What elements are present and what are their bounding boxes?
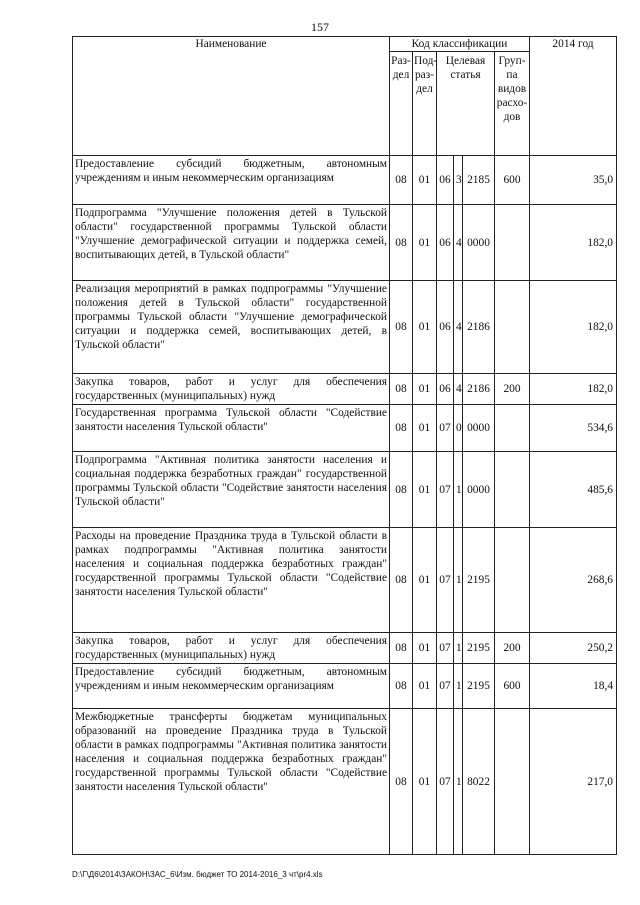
row-target-subprogram: 0 bbox=[454, 405, 463, 452]
row-target-subprogram: 4 bbox=[454, 374, 463, 405]
table-row bbox=[73, 452, 617, 528]
header-code-group: Код классификации bbox=[390, 37, 530, 52]
header-section: Раз- дел bbox=[390, 52, 413, 156]
row-target-direction: 2186 bbox=[463, 374, 495, 405]
header-target: Целевая статья bbox=[437, 52, 495, 156]
header-subsection: Под- раз- дел bbox=[413, 52, 437, 156]
row-amount: 182,0 bbox=[530, 281, 617, 374]
row-subsection: 01 bbox=[413, 633, 437, 664]
row-target-program: 06 bbox=[437, 156, 454, 205]
row-target-direction: 2186 bbox=[463, 281, 495, 374]
row-section: 08 bbox=[390, 528, 413, 633]
row-target-subprogram: 1 bbox=[454, 528, 463, 633]
table-row bbox=[73, 156, 617, 205]
row-expense-group: 200 bbox=[495, 374, 530, 405]
row-name: Государственная программа Тульской области "Содействие занятости населения Тульской области" bbox=[73, 405, 390, 452]
row-section: 08 bbox=[390, 709, 413, 855]
row-target-direction: 8022 bbox=[463, 709, 495, 855]
row-section: 08 bbox=[390, 405, 413, 452]
row-name: Предоставление субсидий бюджетным, автономным учреждениям и иным некоммерческим организациям bbox=[73, 156, 390, 205]
row-name: Закупка товаров, работ и услуг для обеспечения государственных (муниципальных) нужд bbox=[73, 633, 390, 664]
row-name: Закупка товаров, работ и услуг для обеспечения государственных (муниципальных) нужд bbox=[73, 374, 390, 405]
row-target-program: 06 bbox=[437, 205, 454, 281]
row-section: 08 bbox=[390, 664, 413, 709]
row-expense-group bbox=[495, 281, 530, 374]
header-name: Наименование bbox=[73, 37, 390, 156]
row-expense-group bbox=[495, 709, 530, 855]
row-name: Подпрограмма "Активная политика занятости населения и социальная поддержка безработных граждан" государственной программы Тульской области "Содействие занятости населения Тульской области" bbox=[73, 452, 390, 528]
row-expense-group bbox=[495, 205, 530, 281]
row-expense-group bbox=[495, 405, 530, 452]
header-year: 2014 год bbox=[530, 37, 617, 156]
row-name: Расходы на проведение Праздника труда в Тульской области в рамках подпрограммы "Активная политика занятости населения и социальная поддержка безработных граждан" государственной программы Тульской области "Содействие занятости населения Тульской области" bbox=[73, 528, 390, 633]
row-subsection: 01 bbox=[413, 374, 437, 405]
row-target-program: 07 bbox=[437, 405, 454, 452]
table-row bbox=[73, 405, 617, 452]
budget-table bbox=[72, 36, 617, 855]
table-row bbox=[73, 374, 617, 405]
table-row bbox=[73, 664, 617, 709]
row-subsection: 01 bbox=[413, 452, 437, 528]
row-expense-group: 600 bbox=[495, 664, 530, 709]
row-amount: 182,0 bbox=[530, 374, 617, 405]
row-section: 08 bbox=[390, 205, 413, 281]
row-name: Предоставление субсидий бюджетным, автономным учреждениям и иным некоммерческим организациям bbox=[73, 664, 390, 709]
row-target-direction: 2195 bbox=[463, 528, 495, 633]
row-target-direction: 0000 bbox=[463, 452, 495, 528]
row-target-program: 07 bbox=[437, 664, 454, 709]
row-amount: 268,6 bbox=[530, 528, 617, 633]
row-subsection: 01 bbox=[413, 205, 437, 281]
row-target-program: 07 bbox=[437, 528, 454, 633]
row-target-direction: 0000 bbox=[463, 405, 495, 452]
row-target-subprogram: 1 bbox=[454, 709, 463, 855]
row-target-program: 06 bbox=[437, 281, 454, 374]
header-row-1 bbox=[73, 37, 617, 52]
table-body bbox=[73, 156, 617, 855]
row-section: 08 bbox=[390, 156, 413, 205]
row-subsection: 01 bbox=[413, 405, 437, 452]
row-subsection: 01 bbox=[413, 281, 437, 374]
page-number: 157 bbox=[311, 20, 329, 34]
row-amount: 534,6 bbox=[530, 405, 617, 452]
row-target-direction: 2195 bbox=[463, 633, 495, 664]
table-row bbox=[73, 633, 617, 664]
row-target-direction: 2195 bbox=[463, 664, 495, 709]
row-target-program: 07 bbox=[437, 633, 454, 664]
row-section: 08 bbox=[390, 633, 413, 664]
table-row bbox=[73, 528, 617, 633]
table-row bbox=[73, 709, 617, 855]
row-name: Реализация мероприятий в рамках подпрограммы "Улучшение положения детей в Тульской области" государственной программы Тульской области "Улучшение демографической ситуации и поддержка семей, воспитывающих детей, в Тульской области" bbox=[73, 281, 390, 374]
file-path-footer: D:\Г\Д6\2014\ЗАКОН\ЗАС_6\Изм. бюджет ТО 2014-2016_3 чт\pr4.xls bbox=[72, 870, 323, 879]
row-amount: 182,0 bbox=[530, 205, 617, 281]
row-amount: 35,0 bbox=[530, 156, 617, 205]
row-section: 08 bbox=[390, 452, 413, 528]
row-name: Межбюджетные трансферты бюджетам муниципальных образований на проведение Праздника труда в Тульской области в рамках подпрограммы "Активная политика занятости населения и социальная поддержка безработных граждан" государственной программы Тульской области "Содействие занятости населения Тульской области" bbox=[73, 709, 390, 855]
table-row bbox=[73, 205, 617, 281]
row-target-subprogram: 4 bbox=[454, 281, 463, 374]
row-subsection: 01 bbox=[413, 156, 437, 205]
row-expense-group bbox=[495, 528, 530, 633]
row-target-program: 07 bbox=[437, 452, 454, 528]
row-amount: 485,6 bbox=[530, 452, 617, 528]
row-target-program: 07 bbox=[437, 709, 454, 855]
row-target-program: 06 bbox=[437, 374, 454, 405]
row-subsection: 01 bbox=[413, 528, 437, 633]
row-name: Подпрограмма "Улучшение положения детей в Тульской области" государственной программы Тульской области "Улучшение демографической ситуации и поддержка семей, воспитывающих детей, в Тульской области" bbox=[73, 205, 390, 281]
row-subsection: 01 bbox=[413, 709, 437, 855]
row-expense-group bbox=[495, 452, 530, 528]
row-target-subprogram: 1 bbox=[454, 664, 463, 709]
table-row bbox=[73, 281, 617, 374]
row-target-subprogram: 4 bbox=[454, 205, 463, 281]
row-target-direction: 2185 bbox=[463, 156, 495, 205]
row-expense-group: 600 bbox=[495, 156, 530, 205]
row-expense-group: 200 bbox=[495, 633, 530, 664]
row-amount: 18,4 bbox=[530, 664, 617, 709]
row-target-subprogram: 3 bbox=[454, 156, 463, 205]
row-target-subprogram: 1 bbox=[454, 452, 463, 528]
row-target-direction: 0000 bbox=[463, 205, 495, 281]
row-amount: 217,0 bbox=[530, 709, 617, 855]
row-subsection: 01 bbox=[413, 664, 437, 709]
row-target-subprogram: 1 bbox=[454, 633, 463, 664]
row-section: 08 bbox=[390, 374, 413, 405]
header-expense-group: Груп- па видов расхо- дов bbox=[495, 52, 530, 156]
row-amount: 250,2 bbox=[530, 633, 617, 664]
row-section: 08 bbox=[390, 281, 413, 374]
